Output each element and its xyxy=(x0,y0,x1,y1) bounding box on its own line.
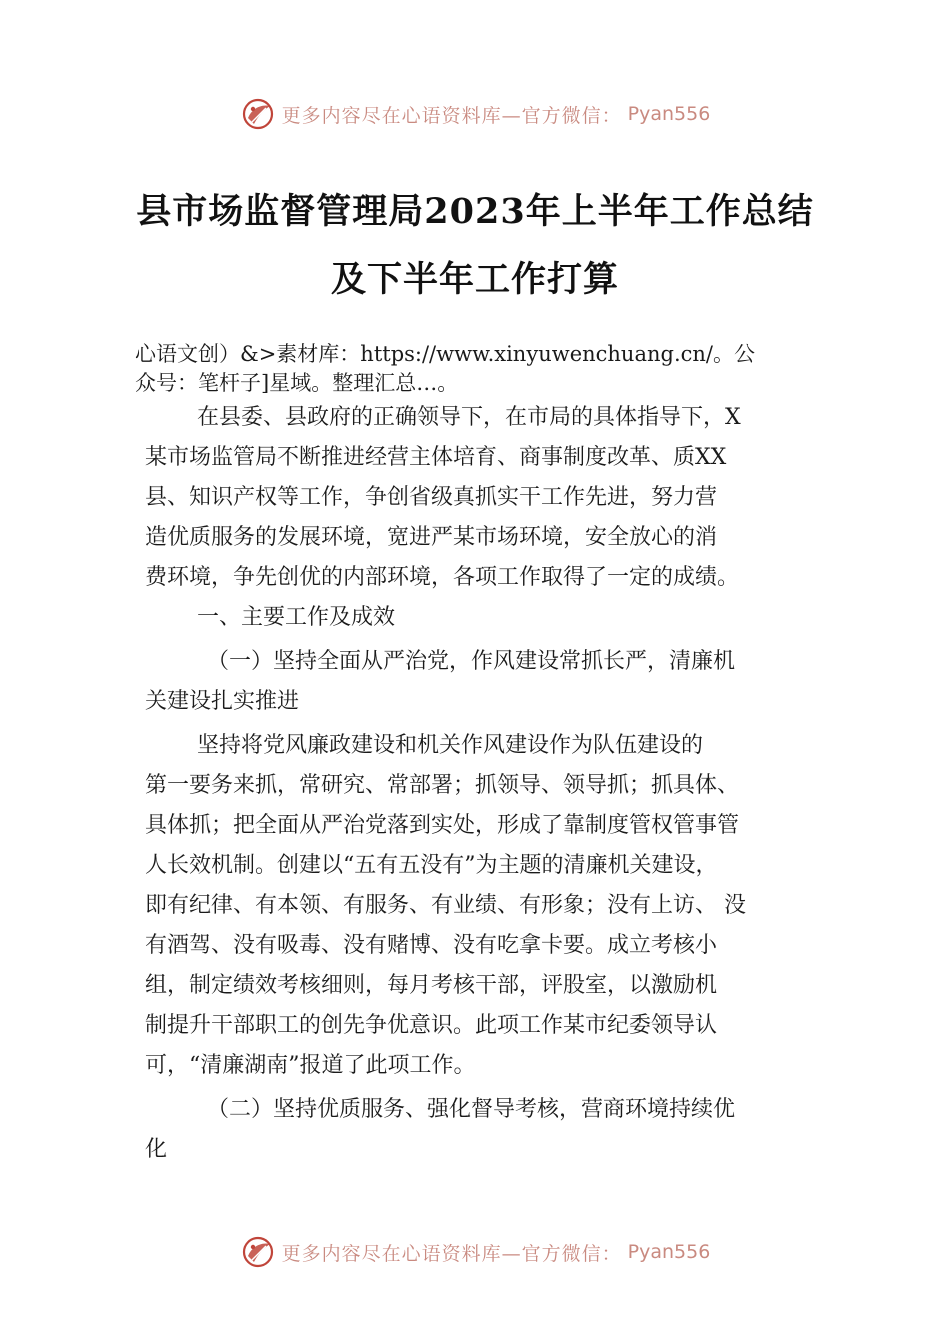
watermark-wechat-id: Pyan556 xyxy=(627,1241,711,1263)
watermark-text: 更多内容尽在心语资料库—官方微信： xyxy=(281,1242,622,1265)
library-logo-icon xyxy=(240,1234,276,1270)
paragraph-line: 可，“清廉湖南”报道了此项工作。 xyxy=(145,1053,476,1078)
watermark-text: 更多内容尽在心语资料库—官方微信： xyxy=(281,104,622,127)
paragraph-line: 费环境，争先创优的内部环境，各项工作取得了一定的成绩。 xyxy=(145,565,740,590)
paragraph-line: 某市场监管局不断推进经营主体培育、商事制度改革、质XX xyxy=(145,445,727,470)
source-note xyxy=(135,340,835,398)
subsection-heading-line: （一）坚持全面从严治党，作风建设常抓长严，清廉机 xyxy=(207,649,736,674)
subsection-heading-line: 关建设扎实推进 xyxy=(145,689,300,714)
watermark-header xyxy=(0,94,950,134)
paragraph-line: 第一要务来抓，常研究、常部署；抓领导、领导抓；抓具体、 xyxy=(145,773,740,798)
library-logo-icon xyxy=(240,96,276,132)
paragraph-line: 坚持将党风廉政建设和机关作风建设作为队伍建设的 xyxy=(197,733,704,758)
paragraph-line: 造优质服务的发展环境，宽进严某市场环境，安全放心的消 xyxy=(145,525,718,550)
paragraph-line: 在县委、县政府的正确领导下，在市局的具体指导下，X xyxy=(197,405,741,430)
watermark-footer xyxy=(0,1232,950,1272)
paragraph-line: 组，制定绩效考核细则，每月考核干部，评股室，以激励机 xyxy=(145,973,718,998)
paragraph-line: 有酒驾、没有吸毒、没有赌博、没有吃拿卡要。成立考核小 xyxy=(145,933,718,958)
paragraph-line: 制提升干部职工的创先争优意识。此项工作某市纪委领导认 xyxy=(145,1013,718,1038)
document-title-line-1: 县市场监督管理局2023年上半年工作总结 xyxy=(136,191,814,232)
paragraph-line: 即有纪律、有本领、有服务、有业绩、有形象；没有上访、 没 xyxy=(145,893,746,918)
watermark-wechat-id: Pyan556 xyxy=(627,103,711,125)
paragraph-line: 人长效机制。创建以“五有五没有”为主题的清廉机关建设， xyxy=(145,853,718,878)
source-note-line-1: 心语文创）&>素材库：https://www.xinyuwenchuang.cn/。公 xyxy=(135,342,755,366)
document-body xyxy=(145,398,825,1170)
paragraph-line: 具体抓；把全面从严治党落到实处，形成了靠制度管权管事管 xyxy=(145,813,740,838)
source-note-line-2: 众号：笔杆子]星域。整理汇总…。 xyxy=(135,371,459,395)
subsection-heading-line: 化 xyxy=(145,1137,168,1162)
document-title-line-2: 及下半年工作打算 xyxy=(330,259,619,300)
section-heading: 一、主要工作及成效 xyxy=(197,605,396,630)
paragraph-line: 县、知识产权等工作，争创省级真抓实干工作先进，努力营 xyxy=(145,485,718,510)
subsection-heading-line: （二）坚持优质服务、强化督导考核，营商环境持续优 xyxy=(207,1097,736,1122)
